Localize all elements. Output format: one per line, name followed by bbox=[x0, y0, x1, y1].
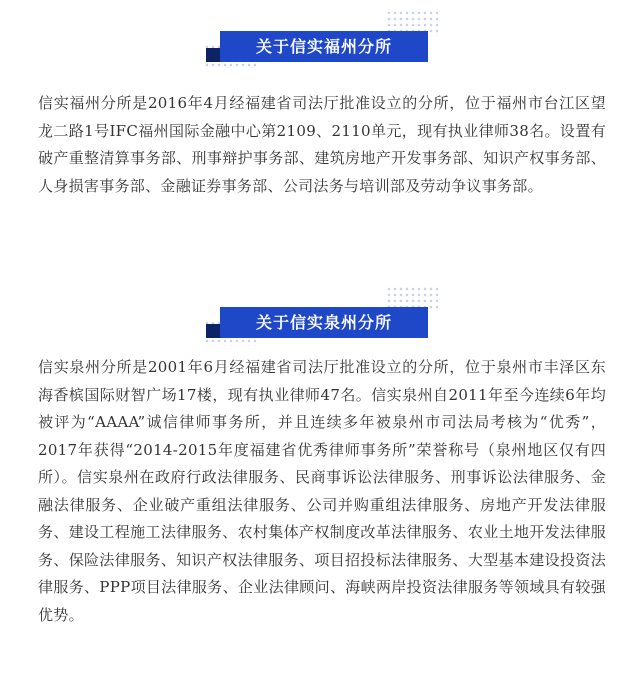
section-title: 关于信实福州分所 bbox=[220, 31, 428, 62]
section-body: 信实福州分所是2016年4月经福建省司法厅批准设立的分所，位于福州市台江区望龙二路1号IFC福州国际金融中心第2109、2110单元，现有执业律师38名。设置有破产重整清算事务部、刑事辩护事务部、建筑房地产开发事务部、知识产权事务部、人身损害事务部、金融证券事务部、公司法务与培训部及劳动争议事务部。 bbox=[38, 94, 606, 195]
accent-square bbox=[206, 48, 220, 62]
section-header bbox=[200, 10, 440, 70]
section-header bbox=[200, 286, 440, 346]
section-title: 关于信实泉州分所 bbox=[220, 307, 428, 338]
accent-square bbox=[206, 324, 220, 338]
section-body: 信实泉州分所是2001年6月经福建省司法厅批准设立的分所，位于泉州市丰泽区东海香槟国际财智广场17楼，现有执业律师47名。信实泉州自2011年至今连续6年均被评为“AAAA”诚信律师事务所，并且连续多年被泉州市司法局考核为“优秀”，2017年获得“2014-2015年度福建省优秀律师事务所”荣誉称号（泉州地区仅有四所）。信实泉州在政府行政法律服务、民商事诉讼法律服务、刑事诉讼法律服务、金融法律服务、企业破产重组法律服务、公司并购重组法律服务、房地产开发法律服务、建设工程施工法律服务、农村集体产权制度改革法律服务、农业土地开发法律服务、保险法律服务、知识产权法律服务、项目招投标法律服务、大型基本建设投资法律服务、PPP项目法律服务、企业法律顾问、海峡两岸投资法律服务等领域具有较强优势。 bbox=[38, 358, 606, 624]
